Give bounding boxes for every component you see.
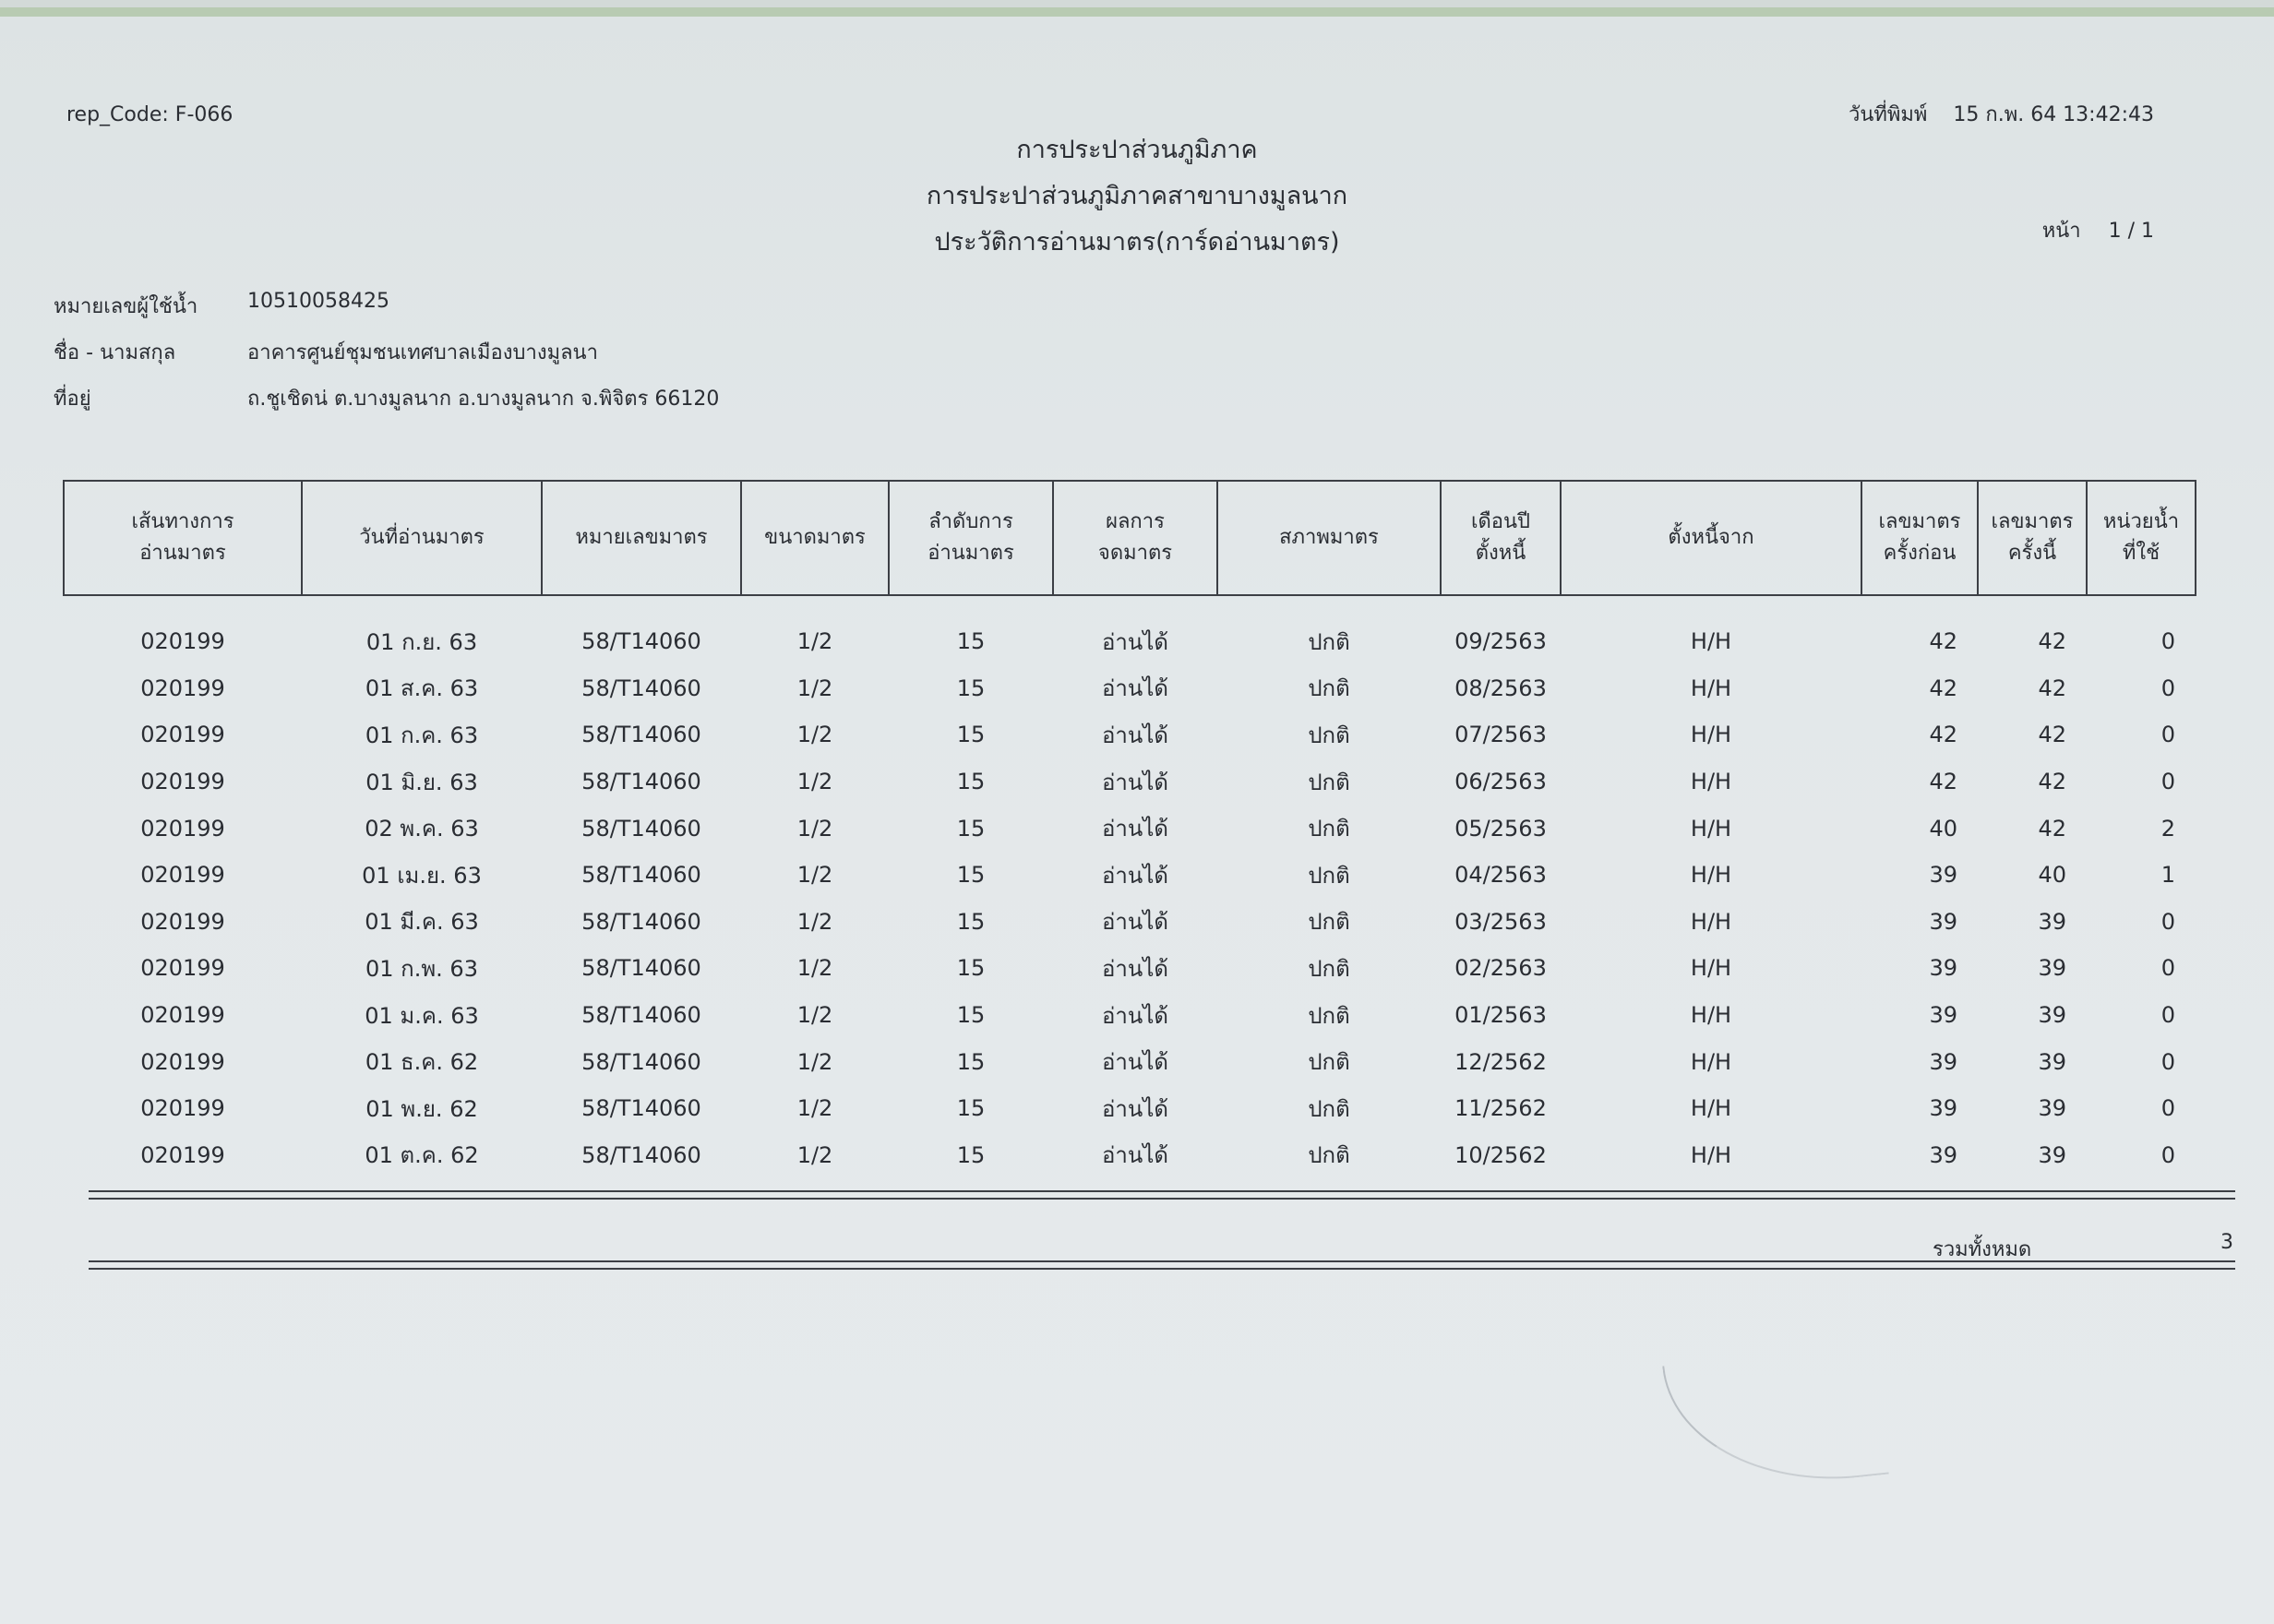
cell-current-reading: 39 [2038,1141,2066,1168]
col-read-order-header: ลำดับการ อ่านมาตร [889,481,1053,595]
cell-billing-month: 11/2562 [1454,1095,1547,1122]
table-row [64,899,2196,946]
cell-route: 020199 [140,955,225,982]
cell-units-used: 0 [2160,1141,2175,1168]
table-header-row [64,481,2196,595]
cell-meter-number: 58/T14060 [581,908,701,935]
cell-read-order: 15 [956,1141,986,1168]
cell-meter-condition: ปกติ [1308,1095,1350,1122]
cell-meter-size: 1/2 [796,1095,833,1122]
cell-read-result: อ่านได้ [1102,1049,1168,1076]
cell-meter-number: 58/T14060 [581,815,701,842]
cell-read-date: 01 ก.พ. 63 [365,955,478,982]
col-meter-number-header: หมายเลขมาตร [542,481,741,595]
total-label: รวมทั้งหมด [1933,1238,2032,1261]
cell-read-result: อ่านได้ [1102,1142,1168,1169]
cell-meter-number: 58/T14060 [581,1048,701,1075]
cell-meter-condition: ปกติ [1308,1049,1350,1076]
cell-current-reading: 39 [2038,908,2066,935]
cell-billing-source: H/H [1690,955,1732,982]
cell-read-order: 15 [956,955,986,982]
cell-read-date: 01 ส.ค. 63 [365,675,479,702]
cell-units-used: 1 [2160,862,2175,889]
cell-read-order: 15 [956,1048,986,1075]
table-row [64,945,2196,992]
cell-meter-number: 58/T14060 [581,722,701,748]
cell-route: 020199 [140,908,225,935]
cell-billing-source: H/H [1690,769,1732,795]
cell-read-date: 01 ก.ค. 63 [365,722,479,748]
cell-read-result: อ่านได้ [1102,769,1168,795]
cell-read-order: 15 [956,1095,986,1122]
cell-billing-source: H/H [1690,815,1732,842]
table-row [64,1085,2196,1132]
org-title: การประปาส่วนภูมิภาค [1016,136,1258,164]
address-value: ถ.ชูเชิดน่ ต.บางมูลนาก อ.บางมูลนาก จ.พิจิตร 66120 [247,388,720,411]
table-row [64,805,2196,852]
cell-units-used: 0 [2160,908,2175,935]
cell-previous-reading: 39 [1929,1095,1957,1122]
cell-billing-source: H/H [1690,1141,1732,1168]
meter-reading-table [63,480,2196,1178]
cell-previous-reading: 39 [1929,1002,1957,1029]
cell-meter-size: 1/2 [796,908,833,935]
table-row [64,758,2196,806]
cell-meter-condition: ปกติ [1308,1142,1350,1169]
cell-read-order: 15 [956,862,986,889]
cell-read-order: 15 [956,722,986,748]
table-row [64,852,2196,899]
cell-read-result: อ่านได้ [1102,628,1168,655]
cell-meter-condition: ปกติ [1308,816,1350,842]
name-label: ชื่อ - นามสกุล [54,341,176,364]
cell-units-used: 0 [2160,1002,2175,1029]
cell-meter-number: 58/T14060 [581,862,701,889]
cell-meter-size: 1/2 [796,675,833,701]
cell-meter-number: 58/T14060 [581,955,701,982]
divider-line [89,1268,2235,1270]
divider-line [89,1190,2235,1192]
cell-route: 020199 [140,815,225,842]
cell-meter-condition: ปกติ [1308,769,1350,795]
branch-title: การประปาส่วนภูมิภาคสาขาบางมูลนาก [926,182,1348,210]
cell-route: 020199 [140,628,225,655]
col-route-header: เส้นทางการ อ่านมาตร [64,481,302,595]
cell-meter-condition: ปกติ [1308,722,1350,748]
cell-billing-source: H/H [1690,1002,1732,1029]
cell-read-result: อ่านได้ [1102,1095,1168,1122]
cell-billing-month: 06/2563 [1454,769,1547,795]
cell-previous-reading: 42 [1929,675,1957,701]
cell-read-date: 02 พ.ค. 63 [365,816,479,842]
page-number [2042,214,2154,246]
cell-meter-number: 58/T14060 [581,675,701,701]
cell-previous-reading: 39 [1929,862,1957,889]
table-row [64,595,2196,665]
cell-meter-condition: ปกติ [1308,955,1350,982]
cell-previous-reading: 42 [1929,769,1957,795]
cell-read-order: 15 [956,1002,986,1029]
cell-previous-reading: 39 [1929,908,1957,935]
cell-meter-size: 1/2 [796,1002,833,1029]
cell-previous-reading: 42 [1929,722,1957,748]
cell-meter-size: 1/2 [796,1048,833,1075]
cell-meter-number: 58/T14060 [581,1141,701,1168]
top-edge-band [0,7,2274,17]
cell-meter-size: 1/2 [796,862,833,889]
cell-previous-reading: 39 [1929,1141,1957,1168]
cell-previous-reading: 40 [1929,815,1957,842]
cell-billing-month: 08/2563 [1454,675,1547,701]
cell-billing-source: H/H [1690,1095,1732,1122]
cell-read-result: อ่านได้ [1102,816,1168,842]
cell-read-order: 15 [956,628,986,655]
table-row [64,1038,2196,1085]
cell-billing-source: H/H [1690,1048,1732,1075]
paper-crease [1662,1343,1889,1496]
account-label: หมายเลขผู้ใช้น้ำ [54,295,198,318]
cell-units-used: 0 [2160,1048,2175,1075]
cell-billing-source: H/H [1690,908,1732,935]
cell-previous-reading: 39 [1929,1048,1957,1075]
table-row [64,992,2196,1039]
cell-units-used: 2 [2160,815,2175,842]
cell-route: 020199 [140,1095,225,1122]
cell-billing-month: 07/2563 [1454,722,1547,748]
cell-read-date: 01 ธ.ค. 62 [365,1049,479,1076]
cell-meter-number: 58/T14060 [581,769,701,795]
cell-current-reading: 39 [2038,1048,2066,1075]
cell-meter-size: 1/2 [796,769,833,795]
cell-meter-condition: ปกติ [1308,675,1350,702]
cell-previous-reading: 42 [1929,628,1957,655]
cell-meter-size: 1/2 [796,722,833,748]
col-current-reading-header: เลขมาตร ครั้งนี้ [1978,481,2087,595]
cell-meter-condition: ปกติ [1308,862,1350,889]
cell-current-reading: 42 [2038,675,2066,701]
cell-read-date: 01 มี.ค. 63 [365,909,479,936]
cell-read-date: 01 พ.ย. 62 [365,1095,478,1122]
report-code: rep_Code: F-066 [66,103,233,126]
table-row [64,665,2196,712]
cell-route: 020199 [140,675,225,701]
cell-meter-condition: ปกติ [1308,628,1350,655]
print-date-label: วันที่พิมพ์ [1849,103,1928,126]
cell-meter-number: 58/T14060 [581,1095,701,1122]
cell-billing-month: 09/2563 [1454,628,1547,655]
cell-route: 020199 [140,1002,225,1029]
cell-units-used: 0 [2160,628,2175,655]
cell-read-order: 15 [956,908,986,935]
cell-billing-month: 10/2562 [1454,1141,1547,1168]
cell-current-reading: 40 [2038,862,2066,889]
cell-billing-month: 12/2562 [1454,1048,1547,1075]
cell-billing-source: H/H [1690,722,1732,748]
page-number-value: 1 / 1 [2108,220,2154,243]
page-number-label: หน้า [2041,220,2081,243]
cell-billing-source: H/H [1690,862,1732,889]
col-meter-size-header: ขนาดมาตร [741,481,889,595]
col-read-date-header: วันที่อ่านมาตร [302,481,542,595]
cell-previous-reading: 39 [1929,955,1957,982]
cell-read-order: 15 [956,769,986,795]
print-date [1849,98,2154,130]
cell-read-result: อ่านได้ [1102,862,1168,889]
cell-meter-size: 1/2 [796,1141,833,1168]
cell-billing-source: H/H [1690,675,1732,701]
col-billing-month-header: เดือนปี ตั้งหนี้ [1441,481,1561,595]
cell-units-used: 0 [2160,675,2175,701]
cell-read-result: อ่านได้ [1102,909,1168,936]
cell-billing-month: 01/2563 [1454,1002,1547,1029]
report-page [0,7,2274,1624]
cell-units-used: 0 [2160,1095,2175,1122]
cell-read-result: อ่านได้ [1102,1002,1168,1029]
cell-route: 020199 [140,769,225,795]
divider-line [89,1198,2235,1200]
cell-units-used: 0 [2160,955,2175,982]
cell-read-result: อ่านได้ [1102,675,1168,702]
cell-meter-condition: ปกติ [1308,909,1350,936]
divider-line [89,1260,2235,1262]
report-title: ประวัติการอ่านมาตร(การ์ดอ่านมาตร) [934,228,1340,257]
col-units-used-header: หน่วยน้ำ ที่ใช้ [2087,481,2196,595]
cell-read-result: อ่านได้ [1102,955,1168,982]
cell-read-date: 01 ก.ย. 63 [365,628,478,655]
col-billing-source-header: ตั้งหนี้จาก [1561,481,1861,595]
cell-billing-month: 04/2563 [1454,862,1547,889]
cell-billing-month: 02/2563 [1454,955,1547,982]
cell-meter-size: 1/2 [796,628,833,655]
col-previous-reading-header: เลขมาตร ครั้งก่อน [1861,481,1978,595]
cell-meter-size: 1/2 [796,955,833,982]
cell-current-reading: 42 [2038,815,2066,842]
cell-units-used: 0 [2160,769,2175,795]
cell-billing-source: H/H [1690,628,1732,655]
cell-meter-size: 1/2 [796,815,833,842]
table-row [64,1132,2196,1179]
cell-read-result: อ่านได้ [1102,722,1168,748]
print-date-value: 15 ก.พ. 64 13:42:43 [1953,103,2154,126]
cell-current-reading: 39 [2038,1002,2066,1029]
cell-meter-condition: ปกติ [1308,1002,1350,1029]
cell-current-reading: 39 [2038,1095,2066,1122]
cell-current-reading: 42 [2038,628,2066,655]
address-label: ที่อยู่ [54,388,91,411]
cell-route: 020199 [140,862,225,889]
table-row [64,711,2196,758]
cell-units-used: 0 [2160,722,2175,748]
cell-read-date: 01 ต.ค. 62 [365,1142,479,1169]
cell-meter-number: 58/T14060 [581,628,701,655]
cell-billing-month: 03/2563 [1454,908,1547,935]
cell-current-reading: 39 [2038,955,2066,982]
name-value: อาคารศูนย์ชุมชนเทศบาลเมืองบางมูลนา [247,341,598,364]
total-value: 3 [2220,1231,2233,1254]
cell-read-order: 15 [956,675,986,701]
col-meter-condition-header: สภาพมาตร [1217,481,1441,595]
cell-route: 020199 [140,722,225,748]
cell-read-date: 01 มิ.ย. 63 [365,769,478,795]
col-read-result-header: ผลการ จดมาตร [1053,481,1217,595]
cell-route: 020199 [140,1141,225,1168]
cell-route: 020199 [140,1048,225,1075]
cell-meter-number: 58/T14060 [581,1002,701,1029]
cell-billing-month: 05/2563 [1454,815,1547,842]
table-body [64,595,2196,1178]
cell-current-reading: 42 [2038,722,2066,748]
cell-read-order: 15 [956,815,986,842]
account-value: 10510058425 [247,290,389,313]
cell-read-date: 01 ม.ค. 63 [365,1002,479,1029]
cell-read-date: 01 เม.ย. 63 [362,862,482,889]
cell-current-reading: 42 [2038,769,2066,795]
